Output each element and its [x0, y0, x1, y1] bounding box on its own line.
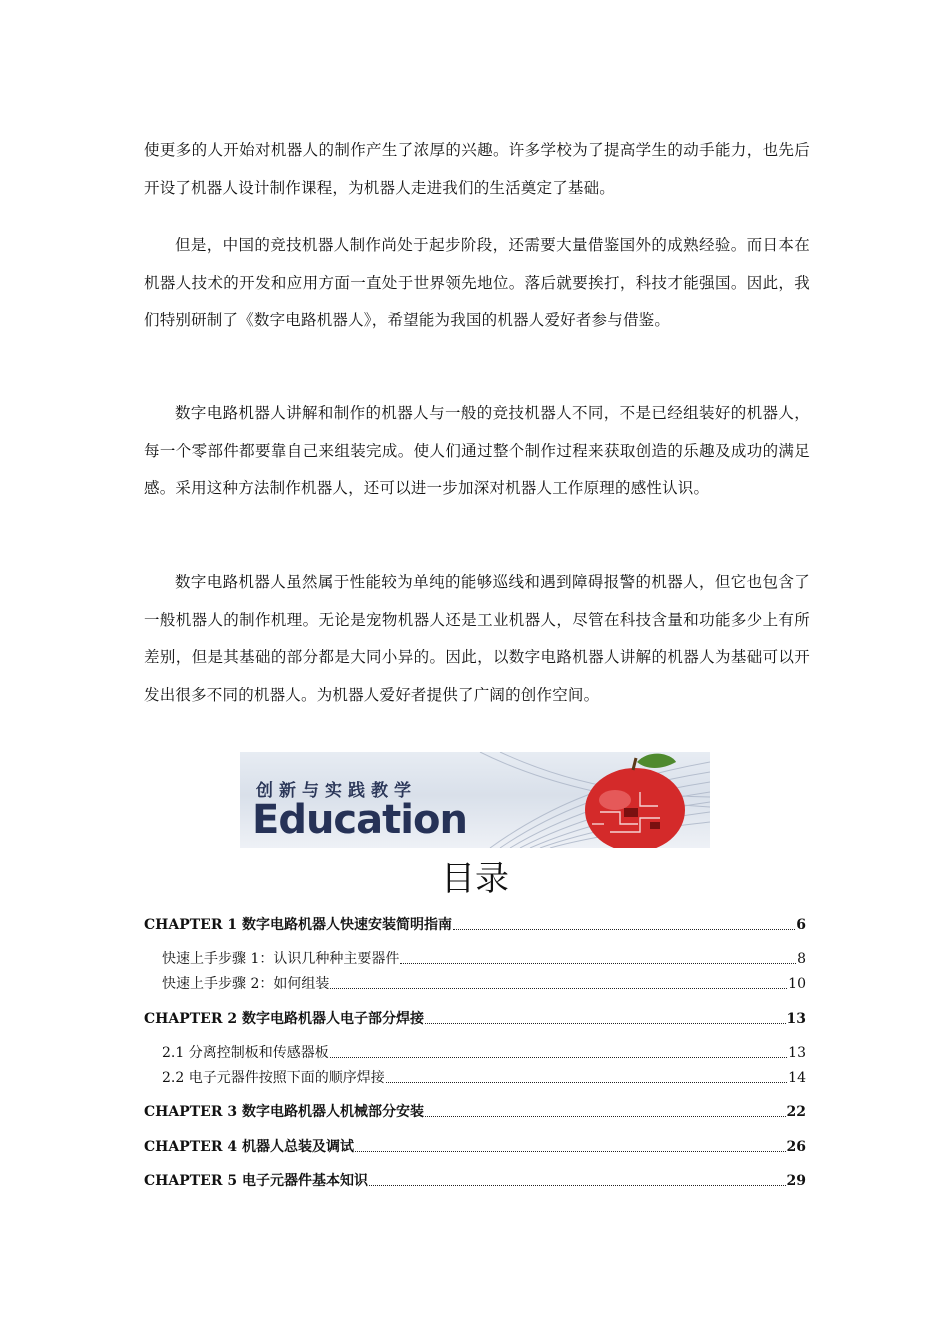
toc-leader-dots — [330, 987, 787, 989]
toc-entry-text: 快速上手步骤 1：认识几种种主要器件 — [162, 951, 400, 967]
toc-page-number: 6 — [796, 917, 806, 933]
toc-entry-chapter-1[interactable] — [144, 915, 806, 935]
toc-page-number: 29 — [786, 1173, 806, 1189]
toc-entry-section-2-1[interactable] — [162, 1043, 806, 1063]
toc-entry-text: 2.1 分离控制板和传感器板 — [162, 1045, 329, 1061]
body-paragraph-3: 数字电路机器人讲解和制作的机器人与一般的竞技机器人不同，不是已经组装好的机器人，每一个零部件都要靠自己来组装完成。使人们通过整个制作过程来获取创造的乐趣及成功的满足感。采用这种方法制作机器人，还可以进一步加深对机器人工作原理的感性认识。 — [144, 404, 810, 497]
toc-leader-dots — [369, 1184, 786, 1186]
toc-entry-section-1-1[interactable] — [162, 949, 806, 969]
toc-entry-text: 快速上手步骤 2：如何组装 — [162, 976, 330, 992]
banner-english-text: Education — [252, 797, 467, 843]
toc-leader-dots — [425, 1115, 786, 1117]
toc-page-number: 14 — [788, 1070, 806, 1086]
toc-page-number: 13 — [786, 1011, 806, 1027]
toc-page-number: 13 — [788, 1045, 806, 1061]
toc-entry-section-1-2[interactable] — [162, 974, 806, 994]
toc-page-number: 8 — [797, 951, 806, 967]
toc-entry-text: CHAPTER 1 数字电路机器人快速安装简明指南 — [144, 917, 452, 933]
toc-page-number: 26 — [786, 1139, 806, 1155]
toc-entry-chapter-2[interactable] — [144, 1009, 806, 1029]
body-paragraph-4: 数字电路机器人虽然属于性能较为单纯的能够巡线和遇到障碍报警的机器人，但它也包含了一般机器人的制作机理。无论是宠物机器人还是工业机器人，尽管在科技含量和功能多少上有所差别，但是其基础的部分都是大同小异的。因此，以数字电路机器人讲解的机器人为基础可以开发出很多不同的机器人。为机器人爱好者提供了广阔的创作空间。 — [144, 573, 810, 704]
toc-leader-dots — [453, 928, 795, 930]
toc-leader-dots — [386, 1081, 787, 1083]
toc-title: 目录 — [441, 859, 509, 899]
toc-leader-dots — [425, 1022, 786, 1024]
toc-entry-text: CHAPTER 5 电子元器件基本知识 — [144, 1173, 368, 1189]
toc-entry-text: 2.2 电子元器件按照下面的顺序焊接 — [162, 1070, 385, 1086]
toc-leader-dots — [355, 1150, 786, 1152]
toc-leader-dots — [330, 1056, 787, 1058]
toc-entry-section-2-2[interactable] — [162, 1068, 806, 1088]
toc-entry-chapter-5[interactable] — [144, 1171, 806, 1191]
toc-entry-text: CHAPTER 3 数字电路机器人机械部分安装 — [144, 1104, 424, 1120]
toc-leader-dots — [400, 962, 796, 964]
toc-entry-chapter-4[interactable] — [144, 1137, 806, 1157]
body-paragraph-1: 使更多的人开始对机器人的制作产生了浓厚的兴趣。许多学校为了提高学生的动手能力，也先后开设了机器人设计制作课程，为机器人走进我们的生活奠定了基础。 — [144, 141, 810, 197]
toc-entry-text: CHAPTER 2 数字电路机器人电子部分焊接 — [144, 1011, 424, 1027]
banner-chinese-text: 创新与实践教学 — [256, 781, 417, 801]
toc-entry-chapter-3[interactable] — [144, 1102, 806, 1122]
body-paragraph-2: 但是，中国的竞技机器人制作尚处于起步阶段，还需要大量借鉴国外的成熟经验。而日本在机器人技术的开发和应用方面一直处于世界领先地位。落后就要挨打，科技才能强国。因此，我们特别研制了《数字电路机器人》，希望能为我国的机器人爱好者参与借鉴。 — [144, 236, 810, 329]
toc-page-number: 22 — [786, 1104, 806, 1120]
toc-page-number: 10 — [788, 976, 806, 992]
toc-entry-text: CHAPTER 4 机器人总装及调试 — [144, 1139, 354, 1155]
education-banner-image — [240, 752, 710, 848]
apple-circuit-icon — [585, 754, 685, 848]
